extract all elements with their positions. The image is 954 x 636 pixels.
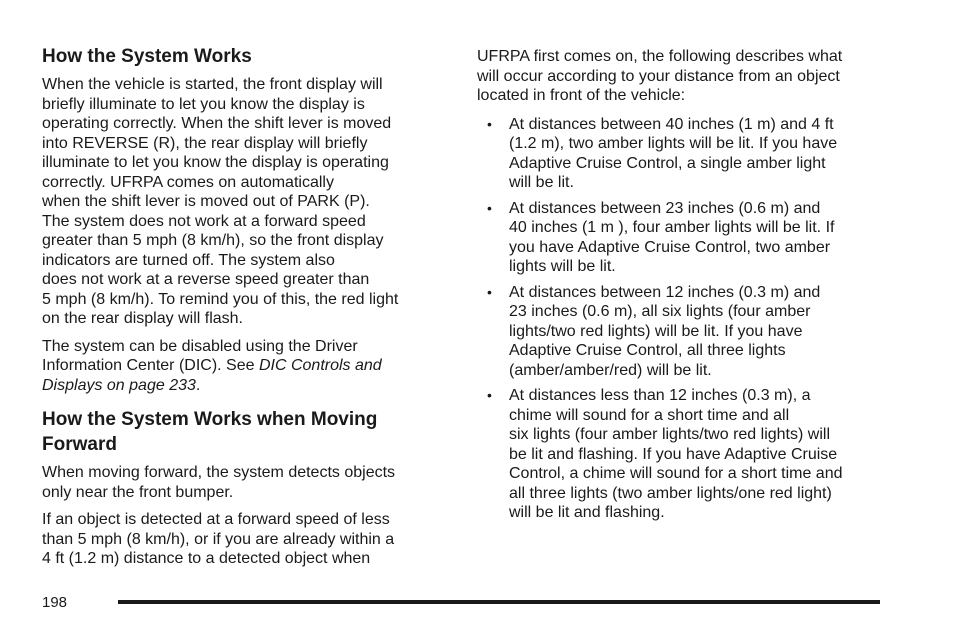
text-line: When moving forward, the system detects objects (42, 464, 396, 481)
text-line: At distances less than 12 inches (0.3 m), a (509, 387, 811, 404)
bullet-icon: • (487, 199, 492, 216)
text-line: six lights (four amber lights/two red lights) will (509, 426, 830, 443)
section-heading (42, 407, 452, 457)
cross-reference-link[interactable]: DIC Controls and (258, 357, 382, 374)
page-number: 198 (42, 594, 68, 611)
list-item (477, 283, 887, 381)
paragraph (42, 463, 452, 502)
text-line: At distances between 23 inches (0.6 m) and (509, 199, 821, 217)
left-column (42, 44, 452, 569)
text-line (42, 356, 452, 376)
paragraph (42, 337, 452, 396)
text-line: than 5 mph (8 km/h), or if you are already within a (42, 530, 395, 548)
right-column (477, 47, 887, 529)
text-line: 5 mph (8 km/h). To remind you of this, the red light (42, 290, 399, 308)
bullet-icon: • (487, 387, 492, 403)
text-line: all three lights (two amber lights/one red light) (509, 484, 832, 502)
text-line: At distances between 40 inches (1 m) and 4 ft (509, 115, 834, 133)
text-line: 4 ft (1.2 m) distance to a detected object when (42, 550, 371, 567)
text-line: greater than 5 mph (8 km/h), so the front display (42, 232, 384, 249)
distance-list (477, 115, 887, 523)
text-line: be lit and flashing. If you have Adaptive Cruise (509, 445, 838, 463)
list-item (477, 386, 887, 523)
text-line: At distances between 12 inches (0.3 m) and (509, 283, 821, 301)
paragraph (42, 75, 452, 329)
text-line: Adaptive Cruise Control, all three lights (509, 342, 786, 359)
text-line: illuminate to let you know the display is operating (42, 154, 389, 171)
text-line: will occur according to your distance from an object (477, 67, 840, 85)
text-fragment: . (195, 376, 201, 394)
text-line: The system can be disabled using the Driver (42, 337, 358, 355)
text-line: UFRPA first comes on, the following describes what (477, 48, 843, 65)
text-line: 23 inches (0.6 m), all six lights (four amber (509, 303, 811, 320)
text-line: If an object is detected at a forward speed of less (42, 511, 390, 528)
text-line: will be lit. (509, 174, 574, 191)
heading-line: Forward (42, 434, 117, 455)
text-line: lights will be lit. (509, 258, 616, 275)
text-line: chime will sound for a short time and all (509, 406, 790, 424)
section-heading: How the System Works (42, 46, 252, 67)
bullet-icon: • (487, 115, 492, 132)
list-item (477, 115, 887, 193)
text-line: (1.2 m), two amber lights will be lit. If you have (509, 135, 838, 152)
text-line (42, 376, 452, 396)
text-fragment: Information Center (DIC). See (42, 357, 259, 374)
text-line: indicators are turned off. The system also (42, 251, 335, 269)
heading-line: How the System Works when Moving (42, 409, 378, 430)
text-line: will be lit and flashing. (509, 504, 665, 521)
bullet-icon: • (487, 283, 492, 300)
text-line: correctly. UFRPA comes on automatically (42, 173, 334, 191)
text-line: operating correctly. When the shift lever is moved (42, 115, 392, 132)
list-item (477, 199, 887, 277)
cross-reference-link[interactable]: Displays on page 233 (42, 376, 196, 394)
text-line: (amber/amber/red) will be lit. (509, 361, 712, 379)
paragraph (477, 47, 887, 106)
text-line: into REVERSE (R), the rear display will briefly (42, 134, 368, 152)
text-line: When the vehicle is started, the front display will (42, 76, 383, 93)
text-line: 40 inches (1 m ), four amber lights will be lit. If (509, 219, 835, 236)
text-line: when the shift lever is moved out of PARK (P). (42, 193, 370, 210)
paragraph (42, 510, 452, 569)
text-line: only near the front bumper. (42, 483, 234, 501)
text-line: does not work at a reverse speed greater than (42, 271, 370, 288)
text-line: lights/two red lights) will be lit. If you have (509, 322, 803, 340)
text-line: Control, a chime will sound for a short time and (509, 465, 843, 482)
text-line: located in front of the vehicle: (477, 87, 686, 104)
text-line: Adaptive Cruise Control, a single amber light (509, 154, 826, 172)
text-line: on the rear display will flash. (42, 310, 243, 327)
text-line: The system does not work at a forward speed (42, 212, 366, 230)
text-line: briefly illuminate to let you know the display is (42, 95, 365, 113)
footer-divider (118, 600, 880, 604)
text-line: you have Adaptive Cruise Control, two amber (509, 238, 831, 256)
